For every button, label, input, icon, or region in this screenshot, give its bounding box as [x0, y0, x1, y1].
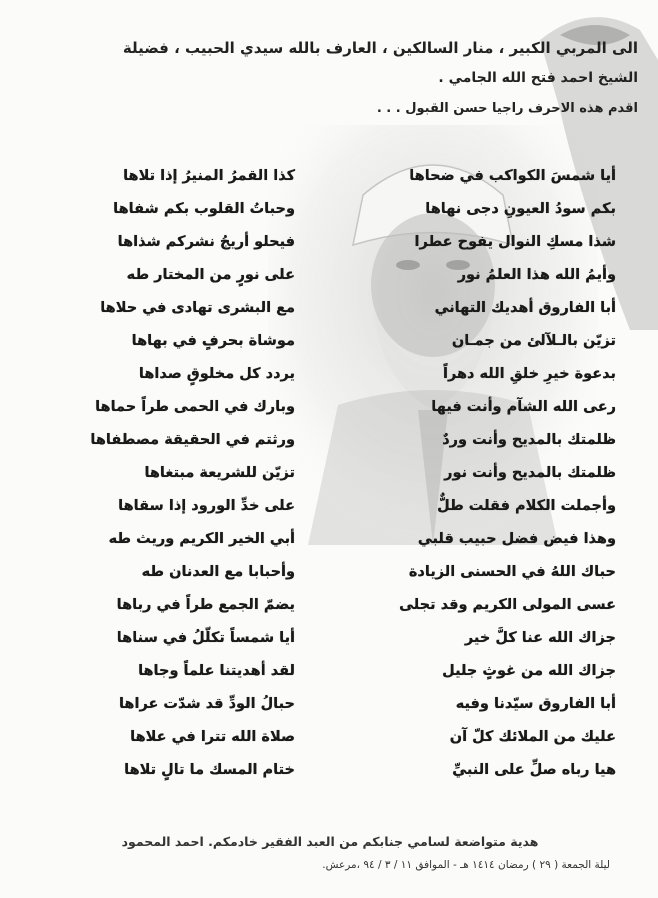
verse-first-hemistich: وهذا فيض فضل حبيب قلبي — [417, 531, 616, 547]
verse-first-hemistich: أيا شمسَ الكواكب في ضحاها — [409, 168, 616, 184]
verse — [40, 496, 616, 516]
verse — [40, 166, 616, 186]
verse — [40, 727, 616, 747]
verse-second-hemistich: مع البشرى تهادى في حلاها — [100, 300, 295, 316]
verse-second-hemistich: حبالُ الودِّ قد شدّت عراها — [118, 696, 295, 712]
verse-first-hemistich: حباك اللهُ في الحسنى الزيادة — [408, 564, 616, 580]
dedication-line-3: اقدم هذه الاحرف راجيا حسن القبول . . . — [376, 101, 638, 116]
verse-first-hemistich: أبا الفاروق سيّدنا وفيه — [455, 696, 616, 712]
verse-second-hemistich: على نورٍ من المختار طه — [126, 267, 295, 283]
verse — [40, 760, 616, 780]
verse-second-hemistich: على خدِّ الورود إذا سقاها — [118, 498, 295, 514]
verse-first-hemistich: جزاك الله من غوثٍ جليل — [442, 663, 616, 679]
verse — [40, 661, 616, 681]
verse-first-hemistich: ظلمتك بالمديح وأنت نور — [444, 465, 616, 481]
verse-first-hemistich: شذا مسكِ النوال يفوح عطرا — [414, 234, 616, 250]
footer-date: ليلة الجمعة ( ٢٩ ) رمضان ١٤١٤ هـ - الموافق ١١ / ٣ / ٩٤ ،مرعش. — [322, 859, 610, 871]
verse — [40, 397, 616, 417]
dedication-line-1: الى المربي الكبير ، منار السالكين ، العارف بالله سيدي الحبيب ، فضيلة — [122, 39, 638, 57]
verse-second-hemistich: صلاة الله تترا في علاها — [130, 729, 295, 745]
footer — [50, 832, 610, 874]
verse-second-hemistich: لقد أهديتنا علماً وجاها — [138, 663, 295, 679]
verse-first-hemistich: وأيمُ الله هذا العلمُ نور — [457, 267, 616, 283]
verse — [40, 298, 616, 318]
dedication-line-2: الشيخ احمد فتح الله الجامي . — [438, 70, 638, 86]
dedication — [38, 36, 638, 120]
verse — [40, 364, 616, 384]
verse — [40, 529, 616, 549]
verse — [40, 463, 616, 483]
verse-second-hemistich: وبارك في الحمى طراً حماها — [95, 399, 295, 415]
verse-second-hemistich: وحباتُ القلوب بكم شفاها — [113, 201, 295, 217]
verse-first-hemistich: عليك من الملائك كلّ آن — [449, 729, 616, 745]
verse-second-hemistich: موشاة بحرفٍ في بهاها — [131, 333, 295, 349]
verse-second-hemistich: وأحبابا مع العدنان طه — [141, 564, 295, 580]
verse — [40, 232, 616, 252]
verse-second-hemistich: تزيّن للشريعة مبتغاها — [144, 465, 295, 481]
verse-second-hemistich: كذا القمرُ المنيرُ إذا تلاها — [123, 168, 295, 184]
verse — [40, 595, 616, 615]
verse-second-hemistich: ورثتم في الحقيقة مصطفاها — [90, 432, 295, 448]
verse-first-hemistich: بكم سودُ العيونِ دجى نهاها — [425, 201, 616, 217]
verse — [40, 265, 616, 285]
verse-first-hemistich: بدعوة خيرِ خلقِ الله دهراً — [442, 366, 616, 382]
verse — [40, 628, 616, 648]
verse — [40, 562, 616, 582]
verse-first-hemistich: عسى المولى الكريم وقد تجلى — [399, 597, 616, 613]
verse-second-hemistich: أبي الخير الكريم وريث طه — [108, 531, 295, 547]
verse — [40, 430, 616, 450]
verse — [40, 199, 616, 219]
verse — [40, 331, 616, 351]
poem — [40, 166, 616, 786]
verse-first-hemistich: أبا الفاروق أهديك التهاني — [434, 300, 616, 316]
footer-signature: هدية متواضعة لسامي جنابكم من العبد الفقير خادمكم. احمد المحمود — [121, 834, 539, 849]
verse-second-hemistich: ختام المسك ما تالٍ تلاها — [124, 762, 295, 778]
verse-first-hemistich: رعى الله الشآم وأنت فيها — [431, 399, 616, 415]
verse-first-hemistich: ظلمتك بالمديح وأنت وردٌ — [442, 432, 616, 448]
verse-second-hemistich: فيحلو أريجُ نشركم شذاها — [117, 234, 295, 250]
verse-second-hemistich: أيا شمساً تكلّلُ في سناها — [116, 630, 295, 646]
verse-first-hemistich: جزاك الله عنا كلَّ خير — [464, 630, 616, 646]
verse-second-hemistich: يردد كل مخلوقٍ صداها — [138, 366, 295, 382]
verse-second-hemistich: يضمّ الجمع طراً في رباها — [116, 597, 295, 613]
verse-first-hemistich: وأجملت الكلام فقلت طلٌّ — [437, 498, 616, 514]
verse-first-hemistich: تزيّن بالـلآلئ من جمـان — [451, 333, 616, 349]
verse — [40, 694, 616, 714]
verse-first-hemistich: هيا رباه صلِّ على النبيِّ — [452, 762, 616, 778]
